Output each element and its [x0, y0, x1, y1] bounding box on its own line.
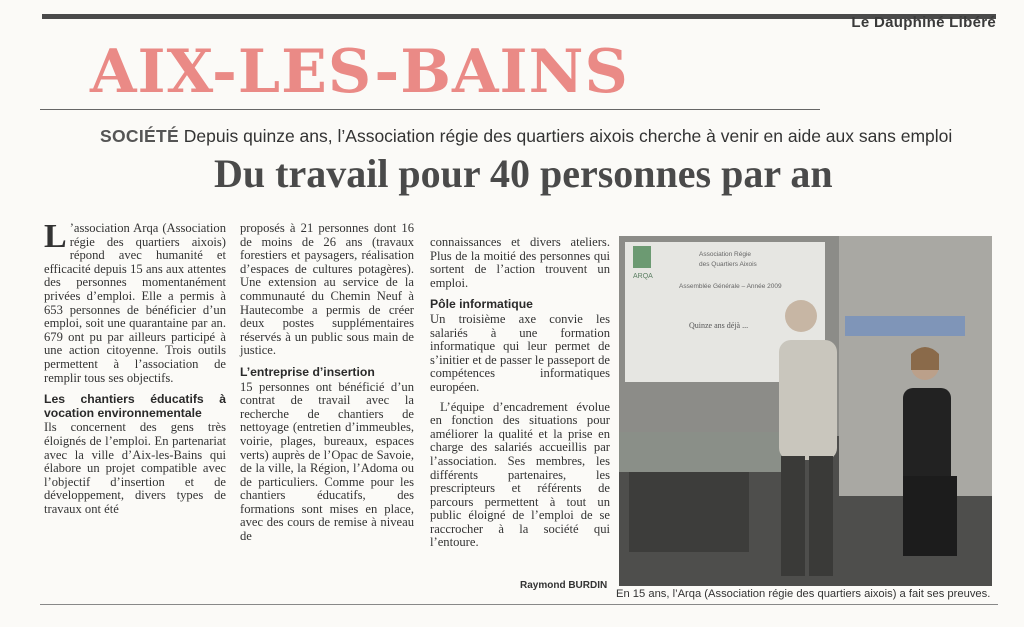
photo-caption: En 15 ans, l’Arqa (Association régie des quartiers aixois) a fait ses preuves. — [616, 588, 991, 600]
subheading-entreprise: L’entreprise d’insertion — [240, 364, 375, 379]
bottom-rule — [40, 604, 998, 605]
paragraph: 15 personnes ont bénéficié d’un contrat de travail avec la recherche de chantiers de nettoyage (entretien d’immeubles, voirie, plages, bureaux, espaces verts) auprès de l’Opac de Savoie, de la ville, la Région, l’Adoma ou de particuliers. Comme pour les chantiers éducatifs, des formations sont mises en place, avec des cours de remise à niveau de — [240, 379, 414, 544]
slide-line: Assemblée Générale – Année 2009 — [679, 283, 782, 290]
paragraph: Ils concernent des gens très éloignés de l’emploi. En partenariat avec la ville d’Aix-les-Bains qui élabore un projet compatible avec l’objectif d’insertion et de développement, divers types de travaux ont été — [44, 420, 226, 516]
slide-line: Association Régie — [699, 251, 752, 258]
kicker-text: Depuis quinze ans, l’Association régie des quartiers aixois cherche à venir en aide aux sans emploi — [178, 126, 953, 146]
slide-logo-text: ARQA — [633, 273, 653, 280]
section-tag: SOCIÉTÉ — [100, 126, 179, 146]
subheading-informatique: Pôle informatique — [430, 297, 533, 312]
intro-paragraph: L ’association Arqa (Association régie des quartiers aixois) répond avec humanité et efficacité depuis 15 ans aux attentes des personnes momentanément privées d’emploi. Elle a permis à 653 personnes de bénéficier d’un emploi, soit une quarantaine par an. 679 ont pu par ailleurs participé à une action citoyenne. Trois outils permettent à l’association de remplir tous ses objectifs. — [44, 218, 226, 385]
paragraph: Un troisième axe convie les salariés à une formation informatique qui leur permet de s’initier et de passer le passeport de compétences informatiques européen. — [430, 311, 610, 394]
article-column-2 — [240, 222, 414, 544]
paragraph: L’équipe d’encadrement évolue en fonction des situations pour améliorer la qualité et la prise en charge des salariés accueillis par l’association. Ses membres, les différents partenaires, les prescripteurs et référents de parcours permettent à tout un public éloigné de l’emploi de se raccrocher à la société qui l’entoure. — [430, 399, 610, 550]
article-column-3 — [430, 236, 610, 550]
article-photo — [619, 236, 992, 586]
slide-line: Quinze ans déjà ... — [689, 321, 749, 330]
city-title: AIX-LES-BAINS — [90, 37, 629, 107]
headline: Du travail pour 40 personnes par an — [214, 151, 833, 196]
paragraph: connaissances et divers ateliers. Plus de la moitié des personnes qui sortent de l’action trouvent un emploi. — [430, 235, 610, 290]
woman-jacket — [903, 388, 951, 488]
author-signature: Raymond BURDIN — [520, 580, 608, 591]
subheading-chantiers: Les chantiers éducatifs à vocation environnementale — [44, 392, 226, 420]
man-head — [785, 300, 817, 332]
photo-illustration — [619, 236, 992, 586]
table — [619, 432, 789, 472]
article-kicker — [100, 126, 952, 147]
city-rule — [40, 109, 820, 110]
drop-cap: L — [44, 218, 67, 255]
slide-line: des Quartiers Aixois — [699, 261, 757, 268]
paragraph: proposés à 21 personnes dont 16 de moins de 26 ans (travaux forestiers et paysagers, réalisation d’espaces de cultures potagères). Une extension au service de la communauté du Chemin Neuf à Hautecombe a permis de créer deux postes supplémentaires réservés à un public sous main de justice. — [240, 221, 414, 358]
newspaper-name: Le Dauphiné Libéré — [851, 14, 996, 31]
slide-logo-icon — [633, 246, 651, 268]
article-column-1 — [44, 218, 226, 516]
wall-banner — [845, 316, 965, 336]
man-sweater — [779, 340, 837, 460]
